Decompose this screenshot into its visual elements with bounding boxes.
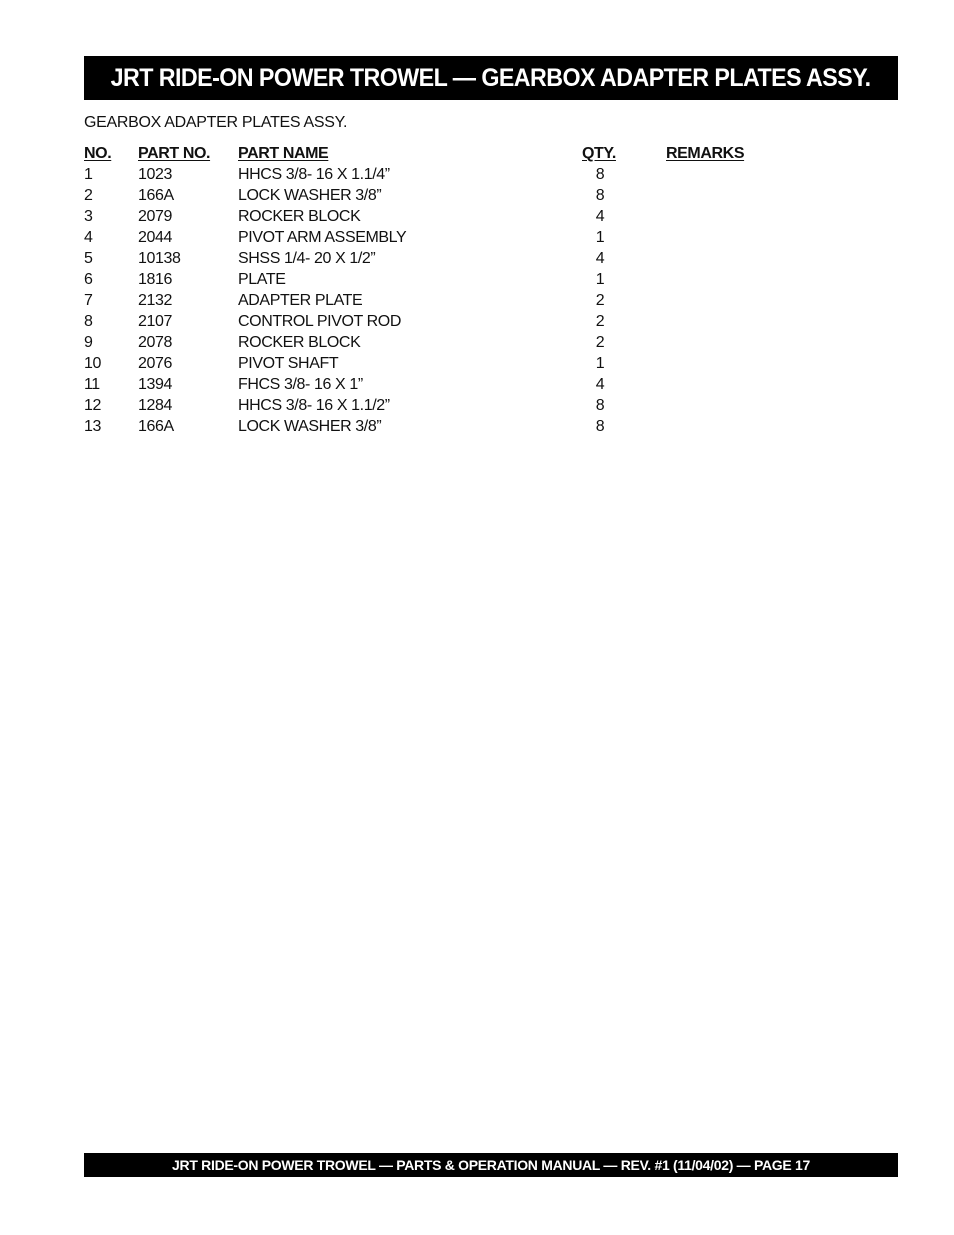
row-number: 4 (84, 229, 93, 246)
part-name: HHCS 3/8- 16 X 1.1/4” (238, 166, 390, 183)
part-number: 1394 (138, 376, 172, 393)
page-title: JRT RIDE-ON POWER TROWEL — GEARBOX ADAPTER PLATES ASSY. (111, 63, 871, 92)
section-subtitle: GEARBOX ADAPTER PLATES ASSY. (84, 114, 348, 131)
part-number: 166A (138, 187, 174, 204)
row-number: 13 (84, 418, 101, 435)
column-header-part-name: PART NAME (238, 145, 329, 162)
part-name: PLATE (238, 271, 286, 288)
row-number: 7 (84, 292, 93, 309)
column-header-remarks: REMARKS (666, 145, 745, 162)
part-name: FHCS 3/8- 16 X 1” (238, 376, 363, 393)
part-number: 166A (138, 418, 174, 435)
quantity: 4 (595, 250, 605, 267)
column-header-part-no: PART NO. (138, 145, 211, 162)
part-name: SHSS 1/4- 20 X 1/2” (238, 250, 376, 267)
part-number: 1816 (138, 271, 172, 288)
quantity: 1 (595, 229, 605, 246)
part-number: 2044 (138, 229, 172, 246)
part-name: PIVOT ARM ASSEMBLY (238, 229, 407, 246)
part-number: 2078 (138, 334, 172, 351)
quantity: 8 (595, 397, 605, 414)
part-name: LOCK WASHER 3/8” (238, 418, 382, 435)
row-number: 3 (84, 208, 93, 225)
quantity: 2 (595, 292, 605, 309)
quantity: 8 (595, 187, 605, 204)
part-name: CONTROL PIVOT ROD (238, 313, 401, 330)
quantity: 4 (595, 208, 605, 225)
part-name: LOCK WASHER 3/8” (238, 187, 382, 204)
quantity: 1 (595, 355, 605, 372)
part-name: HHCS 3/8- 16 X 1.1/2” (238, 397, 390, 414)
part-name: PIVOT SHAFT (238, 355, 339, 372)
page-title-bar (84, 56, 898, 100)
quantity: 4 (595, 376, 605, 393)
quantity: 8 (595, 166, 605, 183)
row-number: 10 (84, 355, 101, 372)
page-footer-text: JRT RIDE-ON POWER TROWEL — PARTS & OPERATION MANUAL — REV. #1 (11/04/02) — PAGE 17 (172, 1157, 810, 1173)
part-number: 2107 (138, 313, 172, 330)
part-number: 1023 (138, 166, 172, 183)
part-number: 2079 (138, 208, 172, 225)
row-number: 11 (84, 376, 100, 393)
quantity: 2 (595, 334, 605, 351)
part-number: 2076 (138, 355, 172, 372)
part-number: 1284 (138, 397, 172, 414)
row-number: 8 (84, 313, 93, 330)
part-name: ADAPTER PLATE (238, 292, 363, 309)
row-number: 9 (84, 334, 93, 351)
row-number: 2 (84, 187, 93, 204)
part-name: ROCKER BLOCK (238, 208, 361, 225)
part-number: 2132 (138, 292, 172, 309)
row-number: 12 (84, 397, 101, 414)
column-header-no: NO. (84, 145, 112, 162)
part-number: 10138 (138, 250, 181, 267)
part-name: ROCKER BLOCK (238, 334, 361, 351)
column-header-qty: QTY. (582, 145, 616, 162)
row-number: 1 (84, 166, 93, 183)
quantity: 2 (595, 313, 605, 330)
quantity: 1 (595, 271, 605, 288)
quantity: 8 (595, 418, 605, 435)
page-footer-bar (84, 1153, 898, 1177)
row-number: 6 (84, 271, 93, 288)
row-number: 5 (84, 250, 93, 267)
